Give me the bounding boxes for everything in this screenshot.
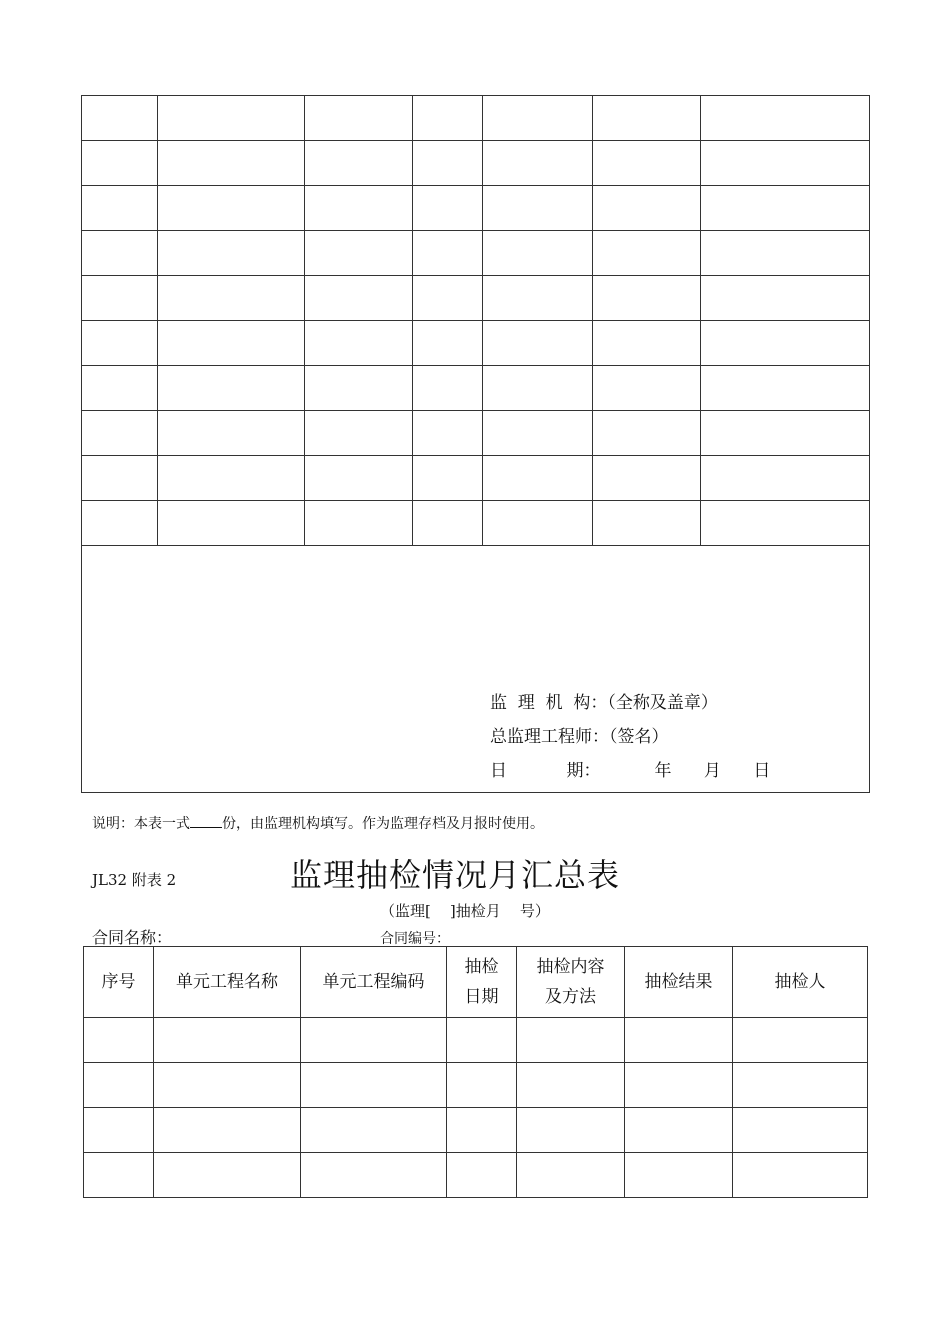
top-table-cell[interactable] (593, 141, 701, 186)
top-table-cell[interactable] (305, 276, 413, 321)
top-table-cell[interactable] (701, 96, 870, 141)
top-table-cell[interactable] (701, 276, 870, 321)
top-table-cell[interactable] (158, 276, 305, 321)
summary-table-cell[interactable] (517, 1018, 625, 1063)
top-table-cell[interactable] (483, 231, 593, 276)
top-table-cell[interactable] (305, 456, 413, 501)
top-table-cell[interactable] (158, 456, 305, 501)
summary-header-row (84, 947, 868, 1018)
top-table-cell[interactable] (701, 141, 870, 186)
top-table-cell[interactable] (483, 141, 593, 186)
top-table-cell[interactable] (82, 96, 158, 141)
top-table-cell[interactable] (483, 276, 593, 321)
header-content (517, 947, 625, 1018)
top-table-cell[interactable] (158, 141, 305, 186)
top-table-cell[interactable] (82, 411, 158, 456)
top-table-row (82, 141, 870, 186)
top-table-cell[interactable] (413, 276, 483, 321)
top-table-row (82, 366, 870, 411)
top-table-cell[interactable] (82, 456, 158, 501)
top-table-cell[interactable] (305, 141, 413, 186)
top-table-cell[interactable] (413, 366, 483, 411)
top-table-cell[interactable] (158, 231, 305, 276)
header-date-line1: 抽检 (464, 957, 499, 977)
signature-block (490, 686, 770, 788)
form-code: JL32 附表 2 (92, 871, 177, 889)
signature-row (82, 546, 870, 793)
header-unit-code: 单元工程编码 (301, 947, 447, 1018)
top-table-cell[interactable] (483, 186, 593, 231)
form-subtitle: （监理[ ]抽检月 号） (380, 902, 550, 920)
contract-name-label: 合同名称： (92, 928, 173, 947)
top-table-cell[interactable] (593, 276, 701, 321)
top-table-row (82, 276, 870, 321)
top-table-cell[interactable] (305, 411, 413, 456)
summary-table-cell[interactable] (733, 1063, 868, 1108)
top-table-cell[interactable] (305, 96, 413, 141)
top-table-cell[interactable] (82, 141, 158, 186)
summary-table-cell[interactable] (625, 1063, 733, 1108)
summary-table-row (84, 1018, 868, 1063)
summary-table-cell[interactable] (733, 1018, 868, 1063)
summary-table-body (84, 947, 868, 1198)
top-table-row (82, 186, 870, 231)
header-date (447, 947, 517, 1018)
top-table-cell[interactable] (701, 501, 870, 546)
summary-table-cell[interactable] (154, 1063, 301, 1108)
top-table-cell[interactable] (158, 96, 305, 141)
date-label: 日 期： 年 月 日 (490, 761, 771, 781)
top-table-cell[interactable] (305, 366, 413, 411)
summary-table-cell[interactable] (517, 1063, 625, 1108)
top-table-cell[interactable] (483, 501, 593, 546)
top-table-cell[interactable] (413, 411, 483, 456)
top-table-body (82, 96, 870, 793)
top-table-cell[interactable] (483, 456, 593, 501)
header-date-line2: 日期 (464, 987, 499, 1007)
top-table-cell[interactable] (593, 321, 701, 366)
top-table-row (82, 321, 870, 366)
top-table-cell[interactable] (483, 96, 593, 141)
summary-table-cell[interactable] (447, 1108, 517, 1153)
copies-blank[interactable] (190, 815, 222, 828)
summary-table-cell[interactable] (447, 1153, 517, 1198)
summary-table-cell[interactable] (84, 1153, 154, 1198)
top-table-cell[interactable] (593, 366, 701, 411)
top-table-cell[interactable] (305, 231, 413, 276)
summary-table-cell[interactable] (84, 1063, 154, 1108)
engineer-label: 总监理工程师：（签名） (490, 727, 669, 747)
summary-table-cell[interactable] (517, 1108, 625, 1153)
top-table-cell[interactable] (483, 411, 593, 456)
top-table-cell[interactable] (701, 321, 870, 366)
top-table-cell[interactable] (158, 411, 305, 456)
top-table-row (82, 411, 870, 456)
note-suffix: 份，由监理机构填写。作为监理存档及月报时使用。 (222, 816, 544, 832)
top-record-table (81, 95, 870, 793)
summary-table (83, 946, 868, 1198)
top-table-cell[interactable] (82, 321, 158, 366)
summary-table-cell[interactable] (625, 1153, 733, 1198)
top-table-cell[interactable] (305, 321, 413, 366)
summary-table-cell[interactable] (301, 1108, 447, 1153)
summary-table-cell[interactable] (625, 1108, 733, 1153)
top-table-cell[interactable] (413, 231, 483, 276)
top-table-cell[interactable] (593, 501, 701, 546)
top-table-cell[interactable] (158, 321, 305, 366)
top-table-cell[interactable] (413, 186, 483, 231)
summary-table-cell[interactable] (84, 1108, 154, 1153)
top-table-cell[interactable] (483, 366, 593, 411)
form-title: 监理抽检情况月汇总表 (290, 856, 621, 894)
top-table-cell[interactable] (701, 456, 870, 501)
contract-no-label: 合同编号： (380, 931, 450, 947)
top-table-cell[interactable] (483, 321, 593, 366)
top-table-cell[interactable] (305, 186, 413, 231)
header-inspector: 抽检人 (733, 947, 868, 1018)
summary-table-cell[interactable] (84, 1018, 154, 1063)
top-table-cell[interactable] (413, 96, 483, 141)
top-table-row (82, 456, 870, 501)
top-table-cell[interactable] (413, 141, 483, 186)
note-prefix: 说明：本表一式 (92, 816, 190, 832)
summary-table-cell[interactable] (154, 1108, 301, 1153)
summary-table-cell[interactable] (154, 1153, 301, 1198)
top-table-cell[interactable] (593, 186, 701, 231)
top-table-cell[interactable] (158, 501, 305, 546)
summary-table-row (84, 1108, 868, 1153)
top-table-cell[interactable] (158, 366, 305, 411)
summary-table-cell[interactable] (625, 1018, 733, 1063)
top-table-row (82, 501, 870, 546)
top-table-cell[interactable] (593, 411, 701, 456)
summary-table-cell[interactable] (301, 1018, 447, 1063)
summary-table-cell[interactable] (447, 1063, 517, 1108)
top-table-cell[interactable] (701, 231, 870, 276)
top-table-cell[interactable] (82, 231, 158, 276)
summary-table-cell[interactable] (154, 1018, 301, 1063)
org-label: 监 理 机 构：（全称及盖章） (490, 693, 718, 713)
top-table-cell[interactable] (82, 501, 158, 546)
top-table-cell[interactable] (701, 366, 870, 411)
top-table-cell[interactable] (701, 186, 870, 231)
top-table-row (82, 96, 870, 141)
header-content-line2: 及方法 (545, 987, 596, 1007)
top-table-cell[interactable] (158, 186, 305, 231)
top-table-cell[interactable] (701, 411, 870, 456)
top-table-cell[interactable] (413, 321, 483, 366)
top-table-cell[interactable] (593, 456, 701, 501)
top-table-cell[interactable] (413, 456, 483, 501)
header-seq: 序号 (84, 947, 154, 1018)
top-table-cell[interactable] (82, 186, 158, 231)
summary-table-row (84, 1153, 868, 1198)
summary-table-cell[interactable] (301, 1153, 447, 1198)
form-note (92, 813, 544, 833)
top-table-cell[interactable] (305, 501, 413, 546)
summary-table-cell[interactable] (733, 1108, 868, 1153)
header-unit-name: 单元工程名称 (154, 947, 301, 1018)
top-table-row (82, 231, 870, 276)
summary-table-cell[interactable] (301, 1063, 447, 1108)
summary-table-row (84, 1063, 868, 1108)
top-table-cell[interactable] (82, 276, 158, 321)
top-table-cell[interactable] (82, 366, 158, 411)
summary-table-cell[interactable] (447, 1018, 517, 1063)
header-content-line1: 抽检内容 (536, 957, 605, 977)
summary-table-cell[interactable] (733, 1153, 868, 1198)
top-table-cell[interactable] (593, 96, 701, 141)
top-table-cell[interactable] (413, 501, 483, 546)
summary-table-cell[interactable] (517, 1153, 625, 1198)
signature-cell (82, 546, 870, 793)
top-table-cell[interactable] (593, 231, 701, 276)
header-result: 抽检结果 (625, 947, 733, 1018)
